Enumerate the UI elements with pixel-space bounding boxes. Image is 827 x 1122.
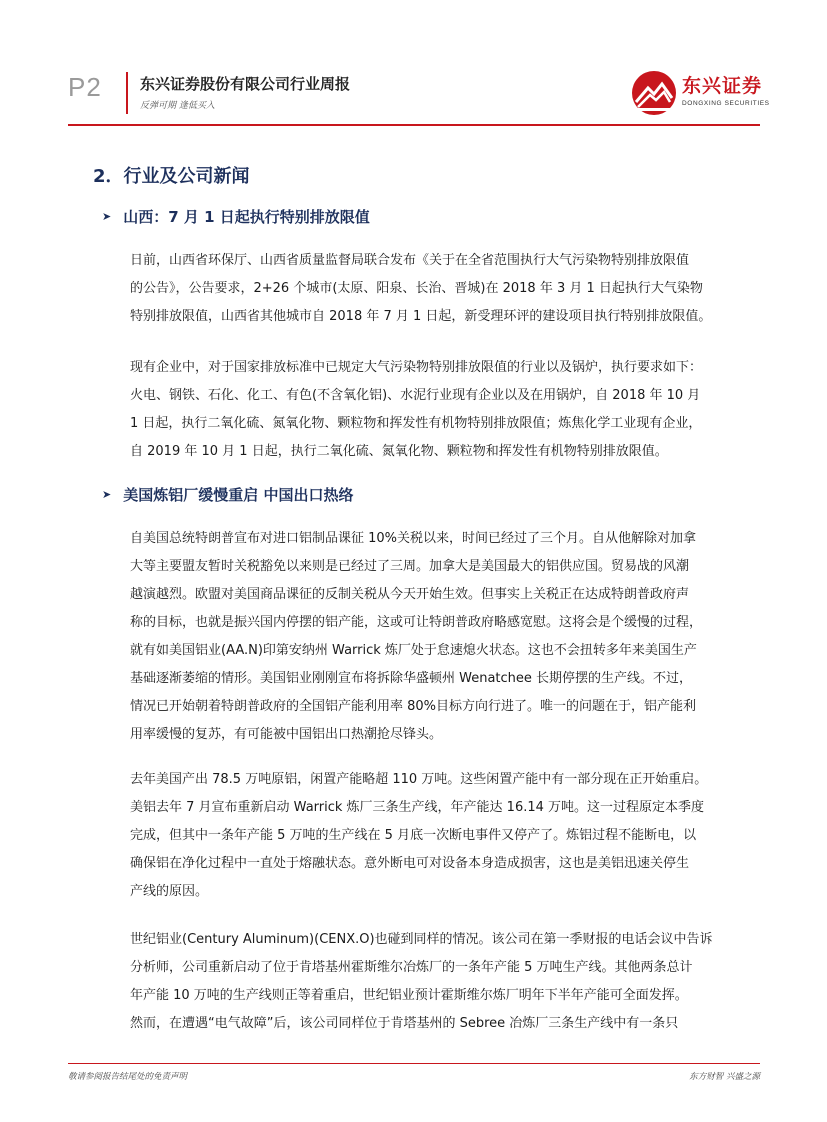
- text-line: 分析师，公司重新启动了位于肯塔基州霍斯维尔冶炼厂的一条年产能 5 万吨生产线。其他两条总计: [130, 960, 693, 975]
- paragraph: [130, 525, 760, 749]
- text-line: 就有如美国铝业(AA.N)印第安纳州 Warrick 炼厂处于怠速熄火状态。这也不会扭转多年来美国生产: [130, 643, 697, 658]
- text-line: 越演越烈。欧盟对美国商品课征的反制关税从今天开始生效。但事实上关税正在达成特朗普政府声: [130, 587, 690, 602]
- paragraph: [130, 926, 760, 1038]
- section-title: 2．行业及公司新闻: [93, 166, 250, 187]
- paragraph: [130, 354, 760, 466]
- text-line: 大等主要盟友暂时关税豁免以来则是已经过了三周。加拿大是美国最大的铝供应国。贸易战的风潮: [130, 559, 690, 574]
- text-line: 现有企业中，对于国家排放标准中已规定大气污染物特别排放限值的行业以及锅炉，执行要求如下：: [130, 360, 703, 375]
- text-line: 确保铝在净化过程中一直处于熔融状态。意外断电可对设备本身造成损害，这也是美铝迅速关停生: [130, 856, 690, 871]
- text-line: 日前，山西省环保厅、山西省质量监督局联合发布《关于在全省范围执行大气污染物特别排放限值: [130, 253, 690, 268]
- subsection-title: 美国炼铝厂缓慢重启 中国出口热络: [123, 486, 354, 504]
- subsection-title: 山西：7 月 1 日起执行特别排放限值: [123, 208, 370, 226]
- paragraph: [130, 766, 760, 906]
- arrow-bullet-icon: ➤: [102, 488, 112, 501]
- text-line: 1 日起，执行二氧化硫、氮氧化物、颗粒物和挥发性有机物特别排放限值；炼焦化学工业现有企业，: [130, 416, 702, 431]
- text-line: 用率缓慢的复苏，有可能被中国铝出口热潮抢尽锋头。: [130, 727, 443, 742]
- header-divider: [126, 72, 128, 114]
- text-line: 年产能 10 万吨的生产线则正等着重启，世纪铝业预计霍斯维尔炼厂明年下半年产能可全面发挥。: [130, 988, 688, 1003]
- page-number: P2: [68, 72, 102, 102]
- arrow-bullet-icon: ➤: [102, 210, 112, 223]
- text-line: 基础逐渐萎缩的情形。美国铝业刚刚宣布将拆除华盛顿州 Wenatchee 长期停摆的生产线。不过，: [130, 671, 693, 686]
- text-line: 美铝去年 7 月宣布重新启动 Warrick 炼厂三条生产线，年产能达 16.14 万吨。这一过程原定本季度: [130, 800, 705, 815]
- paragraph: [130, 247, 760, 331]
- text-line: 自 2019 年 10 月 1 日起，执行二氧化硫、氮氧化物、颗粒物和挥发性有机物特别排放限值。: [130, 444, 668, 459]
- report-title: 东兴证券股份有限公司行业周报: [140, 75, 351, 93]
- report-subtitle: 反弹可期 逢低买入: [140, 101, 215, 111]
- subsection-heading: [102, 484, 353, 505]
- footer-slogan: 东方财智 兴盛之源: [689, 1072, 760, 1082]
- text-line: 完成，但其中一条年产能 5 万吨的生产线在 5 月底一次断电事件又停产了。炼铝过程不能断电，以: [130, 828, 697, 843]
- text-line: 特别排放限值，山西省其他城市自 2018 年 7 月 1 日起，新受理环评的建设项目执行特别排放限值。: [130, 309, 712, 324]
- text-line: 的公告》，公告要求，2+26 个城市(太原、阳泉、长治、晋城)在 2018 年 3 月 1 日起执行大气染物: [130, 281, 703, 296]
- header-rule: [68, 124, 760, 126]
- text-line: 然而，在遭遇“电气故障”后，该公司同样位于肯塔基州的 Sebree 冶炼厂三条生产线中有一条只: [130, 1016, 679, 1031]
- footer-rule: [68, 1063, 760, 1064]
- text-line: 自美国总统特朗普宣布对进口铝制品课征 10%关税以来，时间已经过了三个月。自从他解除对加拿: [130, 531, 697, 546]
- logo-english: DONGXING SECURITIES: [682, 100, 770, 107]
- text-line: 产线的原因。: [130, 884, 209, 899]
- logo-text: 东兴证券: [682, 75, 763, 97]
- text-line: 火电、钢铁、石化、化工、有色(不含氧化铝)、水泥行业现有企业以及在用锅炉，自 2018 年 10 月: [130, 388, 701, 403]
- page-header: [0, 0, 827, 125]
- logo-mark-icon: [630, 70, 678, 116]
- subsection-heading: [102, 206, 370, 227]
- text-line: 世纪铝业(Century Aluminum)(CENX.O)也碰到同样的情况。该公司在第一季财报的电话会议中告诉: [130, 932, 713, 947]
- text-line: 称的目标，也就是振兴国内停摆的铝产能，这或可让特朗普政府略感宽慰。这将会是个缓慢的过程，: [130, 615, 703, 630]
- text-line: 去年美国产出 78.5 万吨原铝，闲置产能略超 110 万吨。这些闲置产能中有一部分现在正开始重启。: [130, 772, 708, 787]
- company-logo: [630, 70, 770, 116]
- footer-disclaimer: 敬请参阅报告结尾处的免责声明: [68, 1072, 188, 1082]
- text-line: 情况已开始朝着特朗普政府的全国铝产能利用率 80%目标方向行进了。唯一的问题在于，铝产能利: [130, 699, 697, 714]
